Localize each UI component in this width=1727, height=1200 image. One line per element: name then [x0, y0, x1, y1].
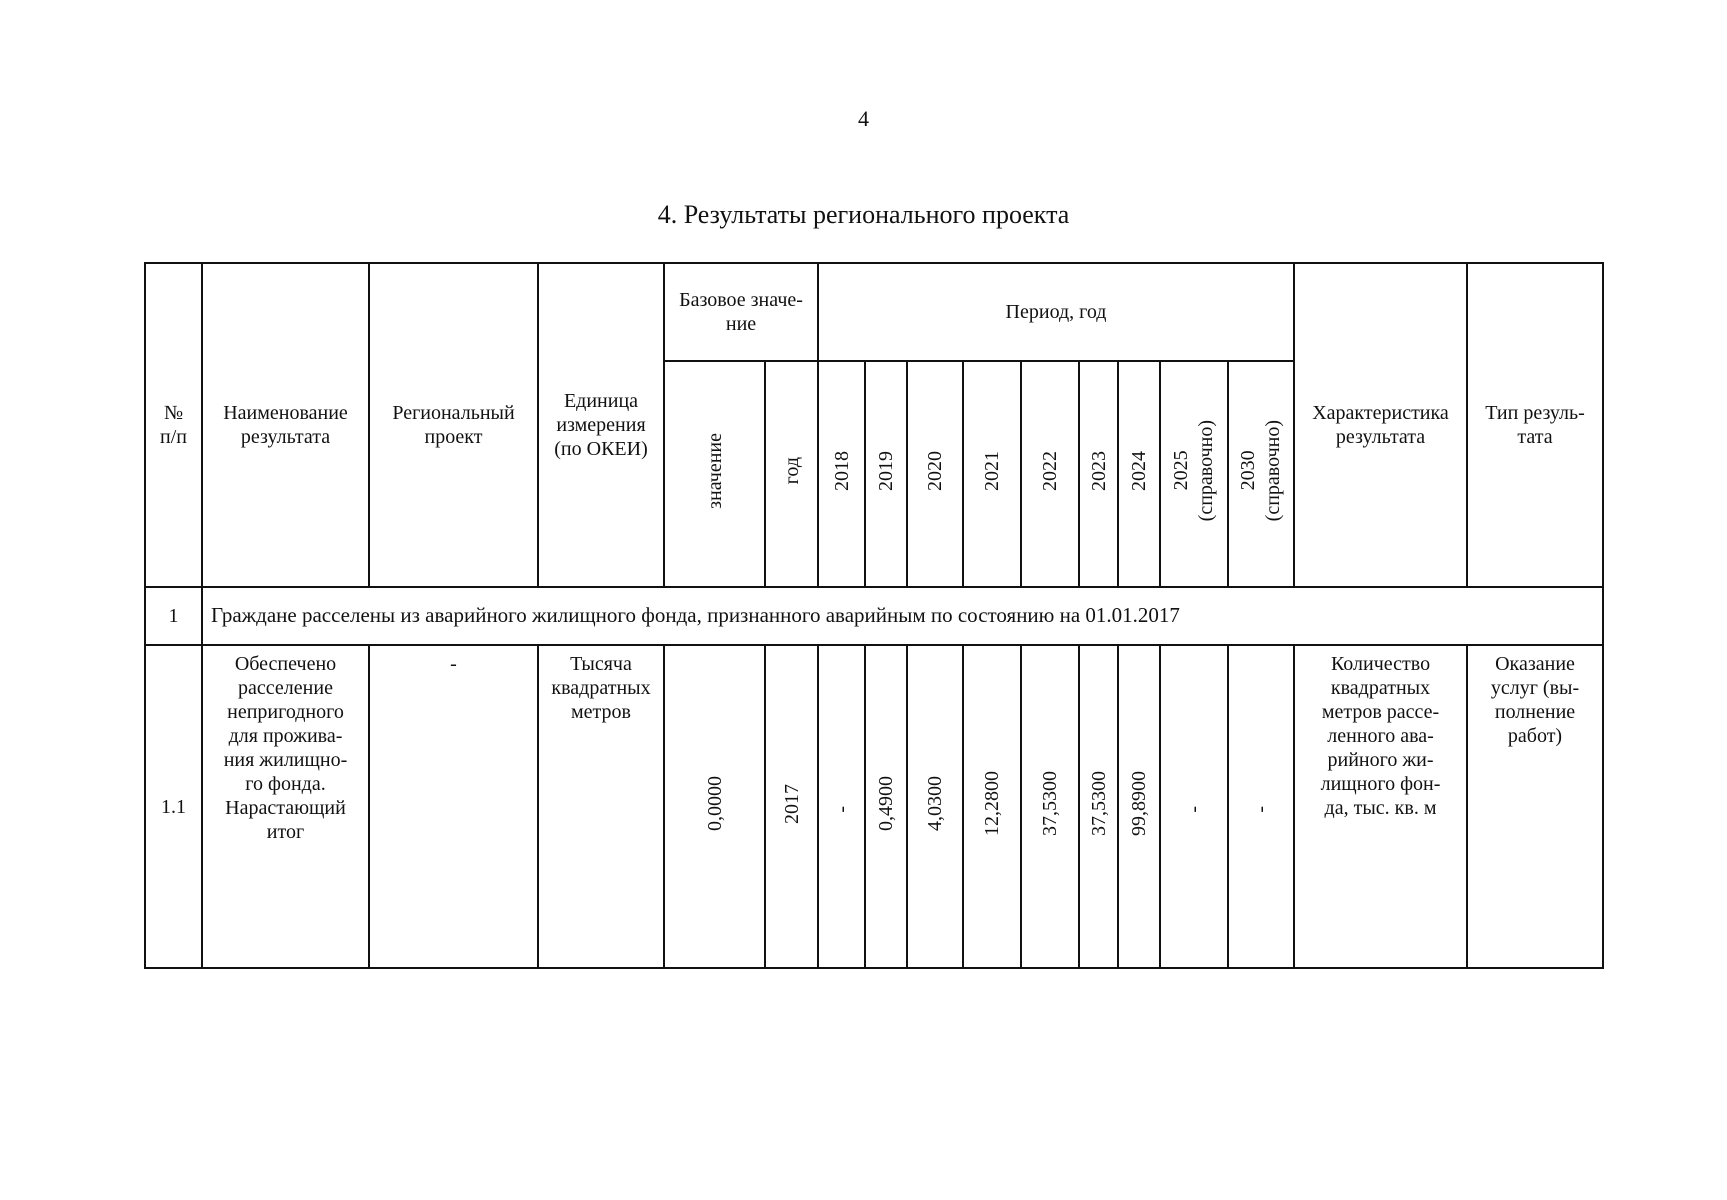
header-year-2020: 2020 [907, 361, 963, 587]
row-name: Обеспечено расселение непригодного для прожива- ния жилищно- го фонда. Нарастающий итог [202, 645, 369, 968]
header-base: Базовое значе- ние [664, 263, 818, 361]
header-characteristic: Характеристика результата [1294, 263, 1467, 587]
header-year-2019: 2019 [865, 361, 907, 587]
row-type: Оказание услуг (вы- полнение работ) [1467, 645, 1603, 968]
row-value-2023: 37,5300 [1079, 645, 1118, 968]
row-num: 1.1 [145, 645, 202, 968]
row-value-2021: 12,2800 [963, 645, 1021, 968]
section-title: 4. Результаты регионального проекта [657, 200, 1070, 229]
header-year-2021: 2021 [963, 361, 1021, 587]
header-row-1 [145, 263, 1603, 361]
header-year-2023: 2023 [1079, 361, 1118, 587]
row-value-2019: 0,4900 [865, 645, 907, 968]
header-type: Тип резуль- тата [1467, 263, 1603, 587]
row-value-2030: - [1228, 645, 1294, 968]
row-characteristic: Количество квадратных метров рассе- ленного ава- рийного жи- лищного фон- да, тыс. кв. м [1294, 645, 1467, 968]
header-year-2018: 2018 [818, 361, 865, 587]
row-base-year: 2017 [765, 645, 818, 968]
header-name: Наименование результата [202, 263, 369, 587]
header-year-2022: 2022 [1021, 361, 1079, 587]
row-value-2020: 4,0300 [907, 645, 963, 968]
group-row [145, 587, 1603, 645]
table-row [145, 645, 1603, 968]
header-project: Региональный проект [369, 263, 538, 587]
page-number: 4 [858, 106, 869, 131]
header-year-2024: 2024 [1118, 361, 1160, 587]
row-project: - [369, 645, 538, 968]
group-title: Граждане расселены из аварийного жилищного фонда, признанного аварийным по состоянию на 01.01.2017 [202, 587, 1603, 645]
header-period: Период, год [818, 263, 1294, 361]
row-base-value: 0,0000 [664, 645, 765, 968]
group-num: 1 [145, 587, 202, 645]
row-unit: Тысяча квадратных метров [538, 645, 664, 968]
header-year-2030: 2030 (справочно) [1228, 361, 1294, 587]
row-value-2025: - [1160, 645, 1228, 968]
header-unit: Единица измерения (по ОКЕИ) [538, 263, 664, 587]
row-value-2018: - [818, 645, 865, 968]
header-year-2025: 2025 (справочно) [1160, 361, 1228, 587]
row-value-2024: 99,8900 [1118, 645, 1160, 968]
header-num: № п/п [145, 263, 202, 587]
results-table [144, 262, 1604, 969]
header-base-year: год [765, 361, 818, 587]
row-value-2022: 37,5300 [1021, 645, 1079, 968]
header-base-value: значение [664, 361, 765, 587]
